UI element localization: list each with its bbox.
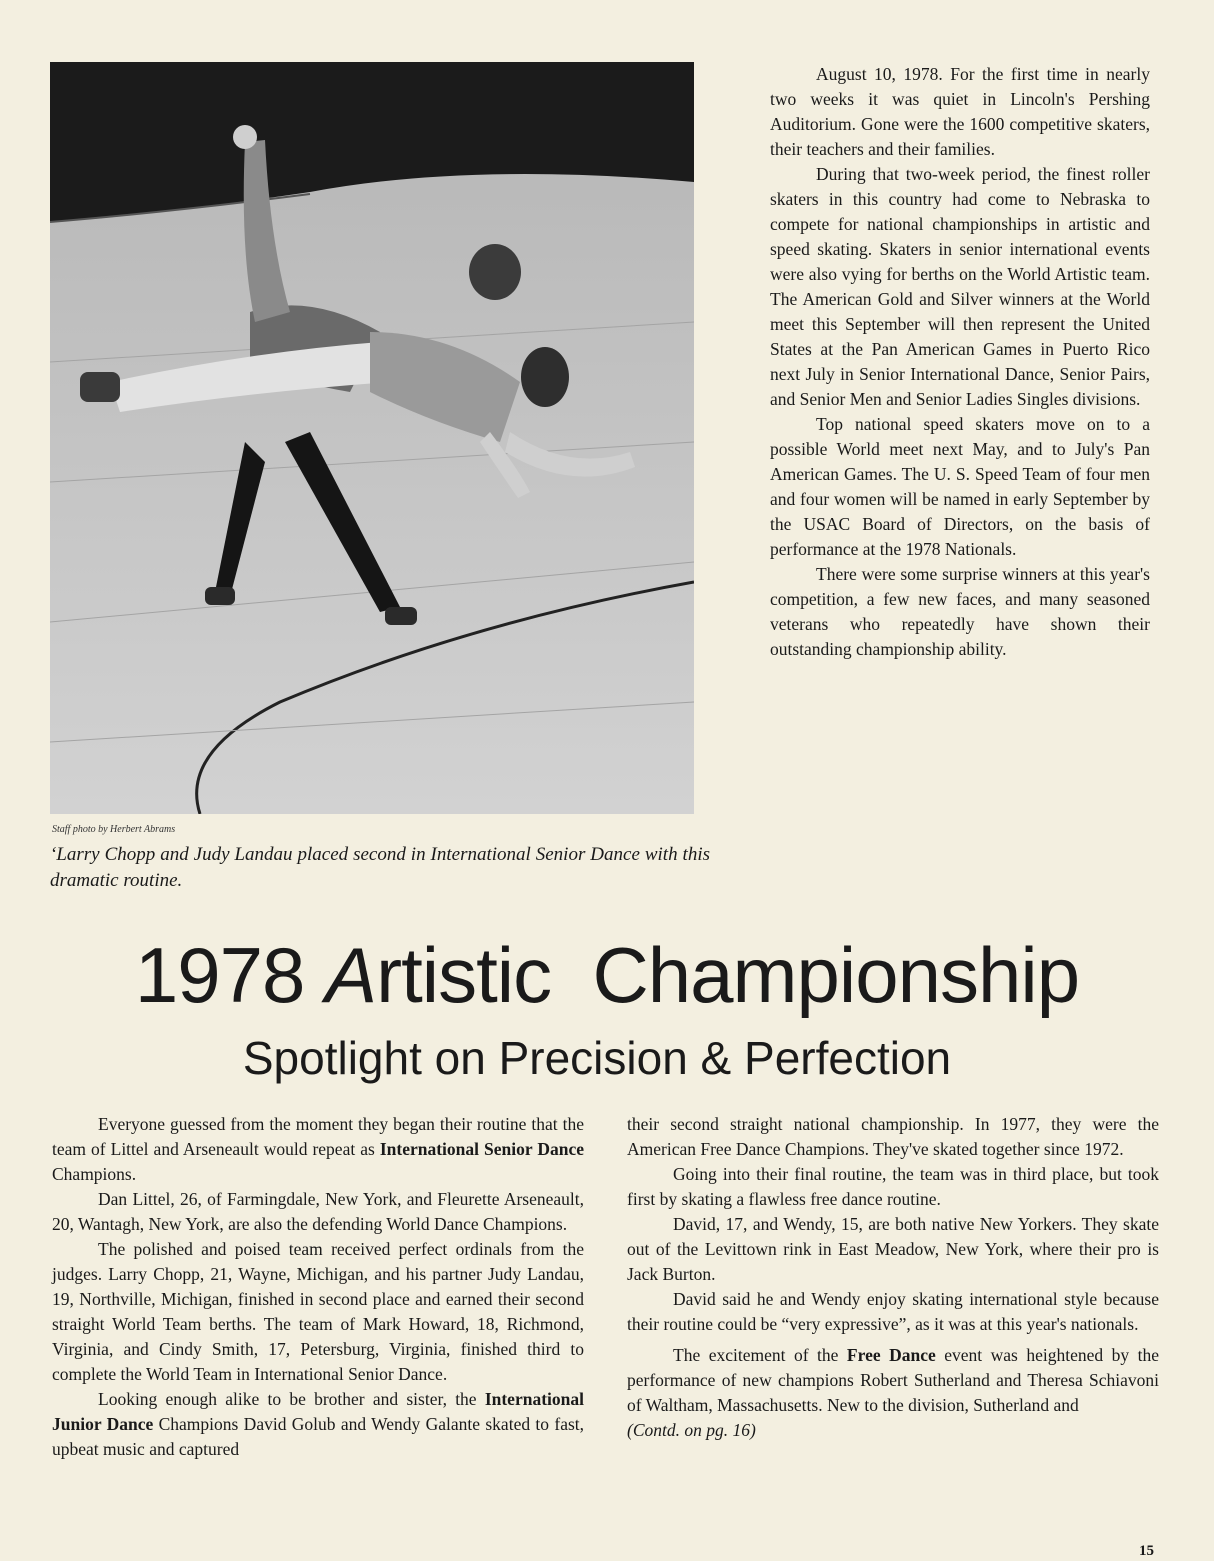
skating-photo-illustration (50, 62, 694, 814)
body-paragraph: Everyone guessed from the moment they began their routine that the team of Littel and Arseneault would repeat as International Senior Dance Champions. (52, 1114, 584, 1184)
body-paragraph: David, 17, and Wendy, 15, are both native New Yorkers. They skate out of the Levittown rink in East Meadow, New York, where their pro is Jack Burton. (627, 1214, 1159, 1284)
photo-caption: ‘Larry Chopp and Judy Landau placed second in International Senior Dance with this dramatic routine. (50, 844, 710, 891)
body-paragraph: The excitement of the Free Dance event was heightened by the performance of new champions Robert Sutherland and Theresa Schiavoni of Waltham, Massachusetts. New to the division, Sutherland and (627, 1345, 1159, 1415)
body-paragraph: Dan Littel, 26, of Farmingdale, New York, and Fleurette Arseneault, 20, Wantagh, New York, are also the defending World Dance Champions. (52, 1189, 584, 1234)
page-number: 15 (1139, 1543, 1154, 1559)
title-year: 1978 (134, 931, 305, 1019)
body-paragraph: Going into their final routine, the team was in third place, but took first by skating a flawless free dance routine. (627, 1164, 1159, 1209)
intro-paragraph: Top national speed skaters move on to a possible World meet next May, and to July's Pan American Games. The U. S. Speed Team of four men and four women will be named in early September by the USAC Board of Directors, on the basis of performance at the 1978 Nationals. (770, 414, 1150, 559)
body-paragraph: Looking enough alike to be brother and sister, the International Junior Dance Champions David Golub and Wendy Galante skated to fast, upbeat music and captured (52, 1389, 585, 1459)
skating-photo (50, 62, 694, 814)
intro-paragraph: August 10, 1978. For the first time in nearly two weeks it was quiet in Lincoln's Pershing Auditorium. Gone were the 1600 competitive skaters, their teachers and their families. (770, 64, 1150, 159)
article-subtitle: Spotlight on Precision & Perfection (242, 1032, 952, 1084)
body-paragraph: The polished and poised team received perfect ordinals from the judges. Larry Chopp, 21, Wayne, Michigan, and his partner Judy Landau, 19, Northville, Michigan, finished in second place and earned their second straight World Team berths. The team of Mark Howard, 18, Richmond, Virginia, and Cindy Smith, 17, Petersburg, Virginia, finished third to complete the World Team in International Senior Dance. (52, 1239, 584, 1384)
photo-credit: Staff photo by Herbert Abrams (52, 824, 176, 835)
body-paragraph: their second straight national championship. In 1977, they were the American Free Dance Champions. They've skated together since 1972. (627, 1114, 1159, 1159)
title-rest: rtistic Championship (376, 931, 1080, 1019)
body-column-right (627, 1112, 1159, 1443)
body-column-left (52, 1112, 584, 1462)
title-initial: A (325, 931, 377, 1019)
intro-paragraph: During that two-week period, the finest roller skaters in this country had come to Nebraska to compete for national championships in artistic and speed skating. Skaters in senior international events were also vying for berths on the World Artistic team. The American Gold and Silver winners at the World meet this September will then represent the United States at the Pan American Games in Puerto Rico next July in Senior International Dance, Senior Pairs, and Senior Men and Senior Ladies Singles divisions. (770, 164, 1150, 409)
intro-column (770, 62, 1150, 662)
body-paragraph: David said he and Wendy enjoy skating international style because their routine could be “very expressive”, as it was at this year's nationals. (627, 1289, 1159, 1334)
continued-note: (Contd. on pg. 16) (627, 1420, 756, 1440)
intro-paragraph: There were some surprise winners at this year's competition, a few new faces, and many seasoned veterans who repeatedly have shown their outstanding championship ability. (770, 564, 1150, 659)
article-title (0, 930, 1214, 1020)
